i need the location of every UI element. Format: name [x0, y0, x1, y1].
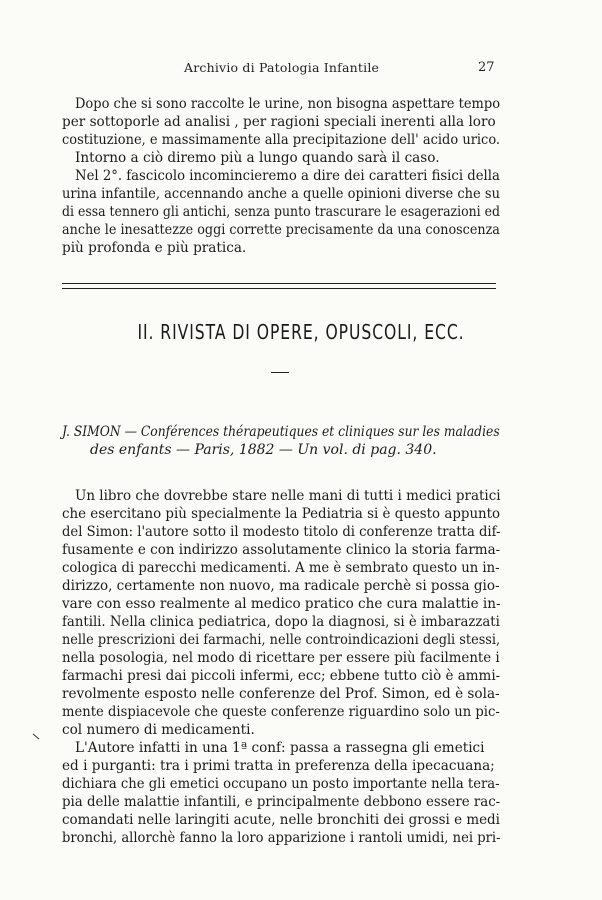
- section-rule-bottom: [62, 288, 496, 289]
- body-line: dirizzo, certamente non nuovo, ma radicale perchè si possa gio-: [62, 578, 500, 594]
- page-number: 27: [478, 60, 495, 75]
- intro-line: urina infantile, accennando anche a quelle opinioni diverse che su: [62, 186, 500, 202]
- intro-line: di essa tennero gli antichi, senza punto trascurare le esagerazioni ed: [62, 204, 500, 220]
- intro-line: Nel 2°. fascicolo incomincieremo a dire dei caratteri fisici della: [75, 168, 500, 184]
- section-title: II. RIVISTA DI OPERE, OPUSCOLI, ECC.: [137, 320, 465, 344]
- body-line: cologica di parecchi medicamenti. A me è sembrato questo un in-: [62, 560, 500, 576]
- intro-line: più profonda e più pratica.: [62, 240, 247, 256]
- intro-line: Intorno a ciò diremo più a lungo quando sarà il caso.: [75, 150, 440, 166]
- body-line: farmachi presi dai piccoli infermi, ecc; ebbene tutto ciò è ammi-: [62, 668, 501, 684]
- body-line: del Simon: l'autore sotto il modesto titolo di conferenze tratta dif-: [62, 524, 501, 540]
- margin-mark: [33, 734, 40, 740]
- body-line: fantili. Nella clinica pediatrica, dopo la diagnosi, si è imbarazzati: [62, 614, 500, 630]
- intro-line: per sottoporle ad analisi , per ragioni speciali inerenti alla loro: [62, 114, 496, 130]
- intro-line: Dopo che si sono raccolte le urine, non bisogna aspettare tempo: [75, 96, 501, 112]
- body-line: nelle prescrizioni dei farmachi, nelle controindicazioni degli stessi,: [62, 632, 501, 648]
- citation-line: des enfants — Paris, 1882 — Un vol. di pag. 340.: [90, 442, 437, 458]
- intro-line: costituzione, e massimamente alla precipitazione dell' acido urico.: [62, 132, 501, 148]
- body-line: mente dispiacevole che queste conferenze riguardino solo un pic-: [62, 704, 500, 720]
- body-line: Un libro che dovrebbe stare nelle mani di tutti i medici pratici: [75, 488, 501, 504]
- body-line: ed i purganti: tra i primi tratta in preferenza della ipecacuana;: [62, 758, 495, 774]
- body-line: bronchi, allorchè fanno la loro apparizione i rantoli umidi, nei pri-: [62, 830, 501, 846]
- body-line: fusamente e con indirizzo assolutamente clinico la storia farma-: [62, 542, 501, 558]
- body-line: nella posologia, nel modo di ricettare per essere più facilmente i: [62, 650, 500, 666]
- running-head: Archivio di Patologia Infantile: [184, 60, 380, 75]
- section-rule-top: [62, 283, 496, 284]
- body-line: col numero di medicamenti.: [62, 722, 255, 738]
- body-line: comandati nelle laringiti acute, nelle bronchiti dei grossi e medi: [62, 812, 500, 828]
- citation-line: J. SIMON — Conférences thérapeutiques et cliniques sur les maladies: [62, 424, 500, 440]
- section-dash: [271, 372, 289, 373]
- body-line: vare con esso realmente al medico pratico che cura malattie in-: [62, 596, 501, 612]
- body-line: revolmente esposto nelle conferenze del Prof. Simon, ed è sola-: [62, 686, 500, 702]
- body-line: L'Autore infatti in una 1ª conf: passa a rassegna gli emetici: [75, 740, 485, 756]
- body-line: che esercitano più specialmente la Pediatria si è questo appunto: [62, 506, 501, 522]
- body-line: pia delle malattie infantili, e principalmente debbono essere rac-: [62, 794, 501, 810]
- intro-line: anche le inesattezze oggi corrette precisamente da una conoscenza: [62, 222, 500, 238]
- body-line: dichiara che gli emetici occupano un posto importante nella tera-: [62, 776, 500, 792]
